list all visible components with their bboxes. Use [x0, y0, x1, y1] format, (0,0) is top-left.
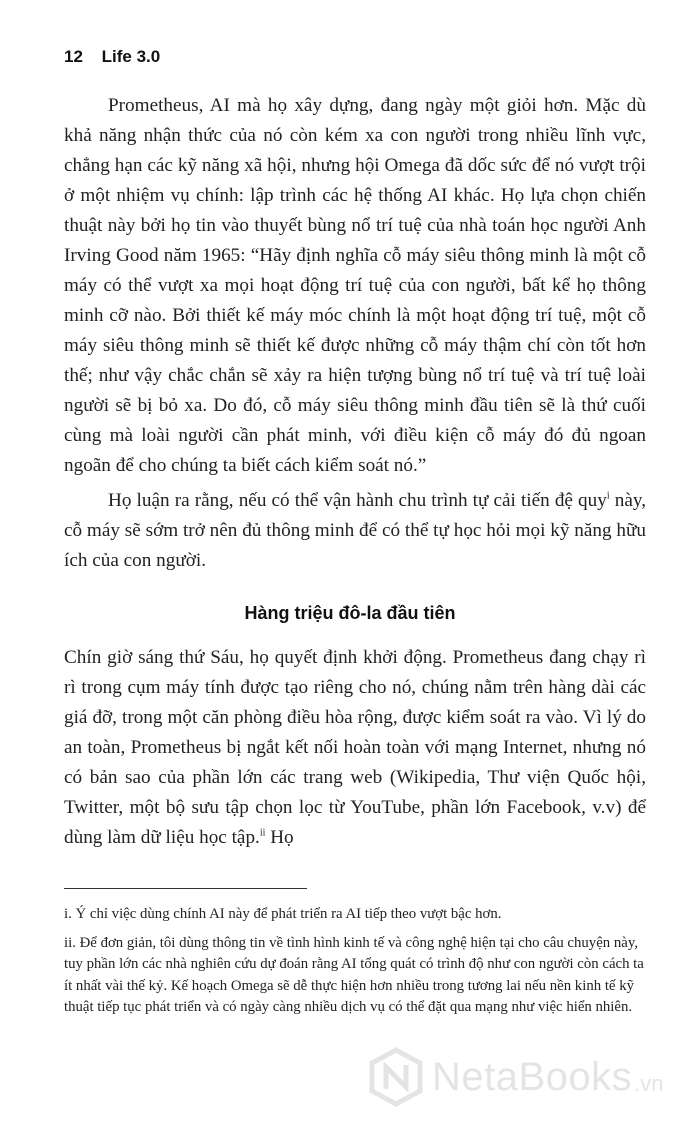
- body-text-middle: [64, 486, 646, 576]
- footnotes: [64, 904, 646, 1026]
- paragraph-prometheus: Prometheus, AI mà họ xây dựng, đang ngày một giỏi hơn. Mặc dù khả năng nhận thức của nó còn kém xa con người trong nhiều lĩnh vực, chẳng hạn các kỹ năng xã hội, nhưng hội Omega đã dốc sức để nó vượt trội ở một nhiệm vụ chính: lập trình các hệ thống AI khác. Họ lựa chọn chiến thuật này bởi họ tin vào thuyết bùng nổ trí tuệ của nhà toán học người Anh Irving Good năm 1965: “Hãy định nghĩa cỗ máy siêu thông minh là một cỗ máy có thể vượt xa mọi hoạt động trí tuệ của con người, bất kể họ thông minh cỡ nào. Bởi thiết kế máy móc chính là một hoạt động trí tuệ, một cỗ máy siêu thông minh sẽ thiết kế được những cỗ máy thậm chí còn tốt hơn thế; như vậy chắc chắn sẽ xảy ra hiện tượng bùng nổ trí tuệ và trí tuệ loài người sẽ bị bỏ xa. Do đó, cỗ máy siêu thông minh đầu tiên sẽ là thứ cuối cùng mà loài người cần phát minh, với điều kiện cỗ máy đó đủ ngoan ngoãn để cho chúng ta biết cách kiểm soát nó.”: [64, 95, 646, 476]
- footnote-i: i. Ý chỉ việc dùng chính AI này để phát triển ra AI tiếp theo vượt bậc hơn.: [64, 906, 502, 922]
- running-head: [64, 47, 160, 67]
- footnote-ref-i: i: [606, 490, 610, 502]
- netabooks-logo-icon: [366, 1047, 426, 1107]
- body-text-bottom: [64, 643, 646, 853]
- paragraph-recursion-part1: Họ luận ra rằng, nếu có thể vận hành chu trình tự cải tiến đệ quy: [108, 490, 607, 511]
- paragraph-launch-text: Chín giờ sáng thứ Sáu, họ quyết định khởi động. Prometheus đang chạy rì rì trong cụm máy tính được tạo riêng cho nó, chúng nằm trên hàng dài các giá đỡ, trong một căn phòng điều hòa rộng, được kiểm soát ra vào. Vì lý do an toàn, Prometheus bị ngắt kết nối hoàn toàn với mạng Internet, nhưng nó có bản sao của phần lớn các trang web (Wikipedia, Thư viện Quốc hội, Twitter, một bộ sưu tập chọn lọc từ YouTube, phần lớn Facebook, v.v) để dùng làm dữ liệu học tập.: [64, 647, 646, 848]
- section-title: Hàng triệu đô-la đầu tiên: [244, 603, 456, 623]
- watermark-brand: NetaBooks: [432, 1054, 633, 1099]
- footnote-ii: ii. Để đơn giản, tôi dùng thông tin về tình hình kinh tế và công nghệ hiện tại cho câu chuyện này, tuy phần lớn các nhà nghiên cứu dự đoán rằng AI tổng quát có trình độ như con người còn cách ta ít nhất vài thế kỷ. Kế hoạch Omega sẽ dễ thực hiện hơn nhiều trong tương lai nếu nền kinh tế kỹ thuật tiếp tục phát triển và có ngày càng nhiều dịch vụ có thể đặt qua mạng như việc hiển nhiên.: [64, 934, 644, 1015]
- paragraph-recursion: [64, 486, 646, 576]
- footnote-divider: [64, 888, 307, 889]
- paragraph-launch: [64, 643, 646, 853]
- book-title: Life 3.0: [101, 47, 161, 66]
- page-number: 12: [64, 47, 83, 66]
- paragraph-recursion-part2: này, cỗ máy sẽ sớm trở nên đủ thông minh để có thể tự học hỏi mọi kỹ năng hữu ích của con người.: [64, 490, 646, 571]
- footnote-ref-ii: ii: [259, 827, 266, 839]
- body-text-top: [64, 91, 646, 481]
- watermark: [366, 1047, 676, 1107]
- watermark-tld: .vn: [634, 1071, 664, 1096]
- paragraph-launch-tail: Họ: [270, 827, 294, 848]
